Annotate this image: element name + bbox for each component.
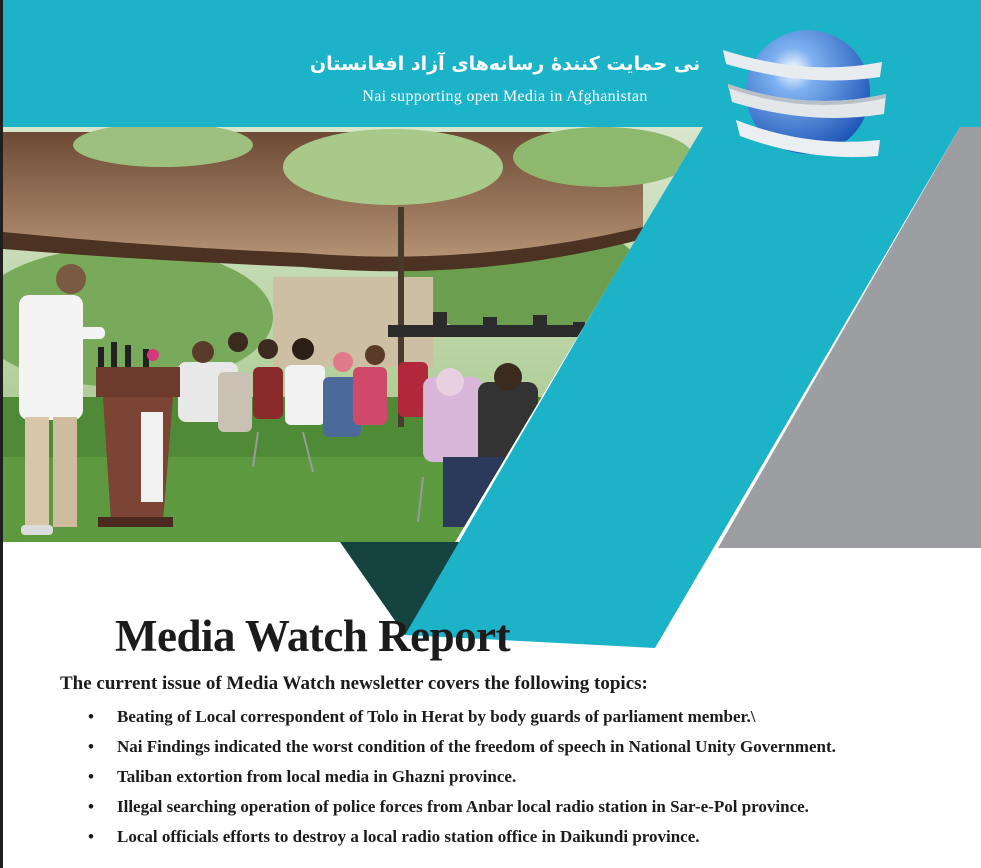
press-conference-photo	[3, 127, 703, 542]
topic-text: Local officials efforts to destroy a local radio station office in Daikundi province.	[117, 827, 700, 846]
bullet-icon: •	[88, 737, 94, 756]
topic-text: Beating of Local correspondent of Tolo in Herat by body guards of parliament member.\	[117, 707, 756, 726]
list-item	[88, 732, 918, 762]
report-title: Media Watch Report	[115, 611, 511, 661]
bullet-icon: •	[88, 707, 94, 726]
topic-text: Taliban extortion from local media in Ghazni province.	[117, 767, 517, 786]
topics-intro: The current issue of Media Watch newsletter covers the following topics:	[60, 673, 648, 694]
bullet-icon: •	[88, 767, 94, 786]
list-item	[88, 702, 918, 732]
header-english-subtitle: Nai supporting open Media in Afghanistan	[362, 88, 648, 105]
bullet-icon: •	[88, 797, 94, 816]
topic-text: Nai Findings indicated the worst condition of the freedom of speech in National Unity Government.	[117, 737, 836, 756]
nai-globe-logo	[718, 22, 894, 168]
topics-list	[88, 702, 918, 852]
list-item	[88, 762, 918, 792]
list-item	[88, 792, 918, 822]
list-item	[88, 822, 918, 852]
bullet-icon: •	[88, 827, 94, 846]
header-arabic-title: نی حمایت کنندهٔ رسانه‌های آزاد افغانستان	[309, 53, 701, 75]
topic-text: Illegal searching operation of police forces from Anbar local radio station in Sar-e-Pol province.	[117, 797, 809, 816]
